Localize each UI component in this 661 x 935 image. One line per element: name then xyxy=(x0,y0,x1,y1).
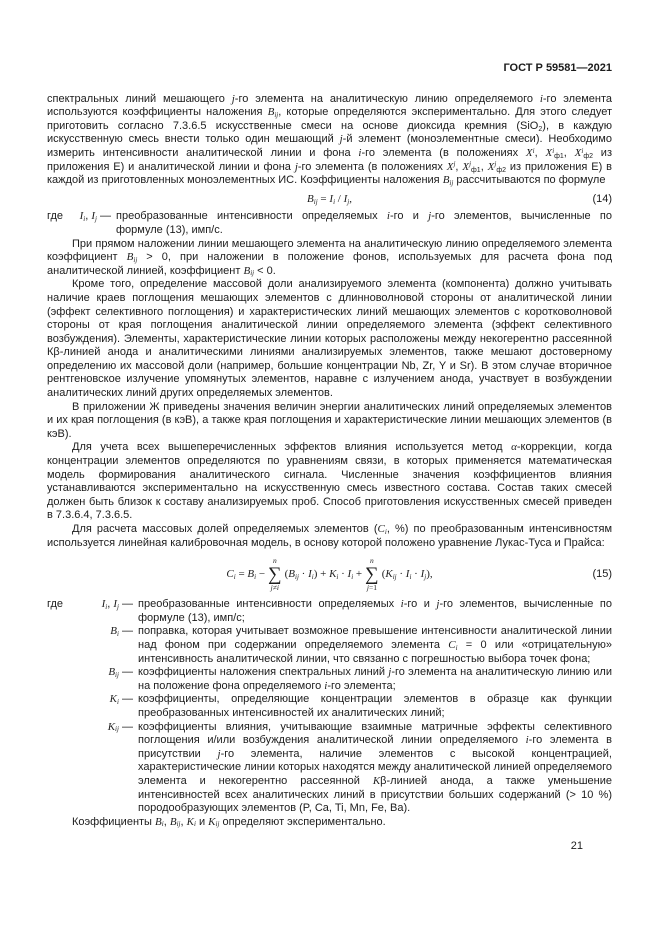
summation-sign: n ∑ j=1 xyxy=(365,556,379,593)
formula-14-number: (14) xyxy=(592,192,612,205)
definition-symbol: $I_i$, $I_j$ — xyxy=(101,598,133,611)
running-header: ГОСТ Р 59581—2021 xyxy=(503,62,612,74)
paragraph: При прямом наложении линии мешающего элемента на аналитическую линию определяемого элемента коэффициент $B_{ij} > 0$, при наложении в положение фонов, используемых для расчета фона под аналитической линией, коэффициент $B_{ij} < 0$. xyxy=(47,237,612,278)
where-label: где xyxy=(47,210,64,223)
definition-item xyxy=(47,666,612,693)
paragraph: В приложении Ж приведены значения величин энергии аналитических линий определяемых элементов и их края поглощения (в кэВ), а также края поглощения и характеристические линии мешающих элементов (в кэВ). xyxy=(47,400,612,440)
definition-symbol: $K_{ij}$ — xyxy=(107,720,133,734)
definition-item xyxy=(47,625,612,666)
definition-text: преобразованные интенсивности определяемых i-го и j-го элементов, вычисленные по формуле (13), имп/с. xyxy=(116,210,612,236)
definition-where-15 xyxy=(47,598,612,625)
definition-where-14 xyxy=(47,210,612,237)
definition-text: коэффициенты влияния, учитывающие взаимные матричные эффекты селективного поглощения и/или возбуждения аналитической линии определяемого i-го элемента в присутствии j-го элемента, наличие элементов с высокой концентрацией, характеристические линии которых находятся между аналитической линией определяемого элемента и некогерентно рассеянной Kβ-линией анода, а также уменьшение интенсивностей всех аналитических линий в присутствии больших содержаний (> 10 %) породообразующих элементов (P, Ca, Ti, Mn, Fe, Ba). xyxy=(138,720,613,815)
definition-item xyxy=(47,693,612,720)
paragraph: Кроме того, определение массовой доли анализируемого элемента (компонента) должно учитывать наличие краев поглощения мешающих элементов с длинноволновой стороны от аналитической линии (эффект селективного поглощения) и характеристических линий мешающих элементов с коротковолновой стороны от края поглощения аналитической линии определяемого элемента (эффект селективного возбуждения). Элементы, характеристические линии которых расположены между некогерентно рассеянной Кβ-линией анода и аналитическими линиями анализируемых элементов, также мешают достоверному определению их массовой доли (например, большие концентрации Nb, Zr, Y и Sr). В этом случае вторичное рентгеновское излучение упомянутых элементов, наравне с излучением анода, участвует в возбуждении аналитических линий других определяемых элементов. xyxy=(47,278,612,400)
definition-symbol: $K_i$ — xyxy=(109,693,133,707)
definition-text: поправка, которая учитывает возможное превышение интенсивности аналитической линии над фоном при содержании определяемого элемента $C_i = 0$ или «отрицательную» интенсивность аналитической линии, что связанно с погрешностью выбора точек фона; xyxy=(138,625,613,665)
definition-item xyxy=(47,721,612,816)
formula-14 xyxy=(47,193,612,207)
definition-symbol: $I_i$, $I_j$ — xyxy=(79,210,111,224)
definition-text: коэффициенты наложения спектральных линий j-го элемента на аналитическую линию или на положение фона определяемого i-го элемента; xyxy=(138,666,612,692)
formula-15-body: $C_i = B_i$ − n ∑ j≠i $(B_{ij} \cdot I_i) + K_i \cdot I_i$ + n ∑ j=1 $(K_{ij} \cdot I_i \cdot I_j)$, xyxy=(226,556,433,593)
definition-text: коэффициенты, определяющие концентрации элементов в образце как функции преобразованных интенсивностей их аналитических линий; xyxy=(138,693,612,719)
where-label: где xyxy=(47,598,64,611)
summation-sign: n ∑ j≠i xyxy=(268,556,282,593)
formula-15-number: (15) xyxy=(592,567,612,580)
closing-paragraph: Коэффициенты $B_i$, $B_{ij}$, $K_i$ и $K_{ij}$ определяют экспериментально. xyxy=(72,815,386,829)
definition-symbol: $B_{ij}$ — xyxy=(108,666,133,679)
formula-15 xyxy=(47,557,612,592)
definition-symbol: $B_i$ — xyxy=(110,625,133,639)
paragraph-continuation: спектральных линий мешающего j-го элемента на аналитическую линию определяемого i-го элемента используются коэффициенты наложения $B_{ij}$, которые определяются экспериментально. Для этого следует приготовить согласно 7.3.6.5 искусственные смеси на основе диоксида кремния (SiO$_2$), в каждую искусственную смесь внести только один мешающий j-й элемент (моноэлементные смеси). Необходимо измерить интенсивности аналитической линии и фона i-го элемента (в положениях $X^i$, $X^i_{ф1}$, $X^i_{ф2}$ из приложения Е) и аналитической линии и фона j-го элемента (в положениях $X^j$, $X^j_{ф1}$, $X^j_{ф2}$ из приложения Е) в каждой из приготовленных моноэлементных ИС. Коэффициенты наложения $B_{ij}$ рассчитываются по формуле xyxy=(47,92,613,187)
definition-text: преобразованные интенсивности определяемых i-го и j-го элементов, вычисленные по формуле (13), имп/с; xyxy=(138,598,612,624)
formula-14-body: $B_{ij} = I_i / I_j$, xyxy=(307,192,352,206)
page-number: 21 xyxy=(570,840,583,852)
paragraph: Для расчета массовых долей определяемых элементов ($C_i$, %) по преобразованным интенсивностям используется линейная калибровочная модель, в основу которой положено уравнение Лукас-Туса и Прайса: xyxy=(47,523,613,549)
paragraph: Для учета всех вышеперечисленных эффектов влияния используется метод α-коррекции, когда концентрации элементов определяются по уравнениям связи, в которых применяется математическая модель формирования аналитического сигнала. Численные значения коэффициентов влияния устанавливаются экспериментально на искусственную смесь известного состава. Состав таких смесей должен быть близок к составу анализируемых проб. Способ приготовления искусственных смесей приведен в 7.3.6.4, 7.3.6.5. xyxy=(47,441,612,522)
